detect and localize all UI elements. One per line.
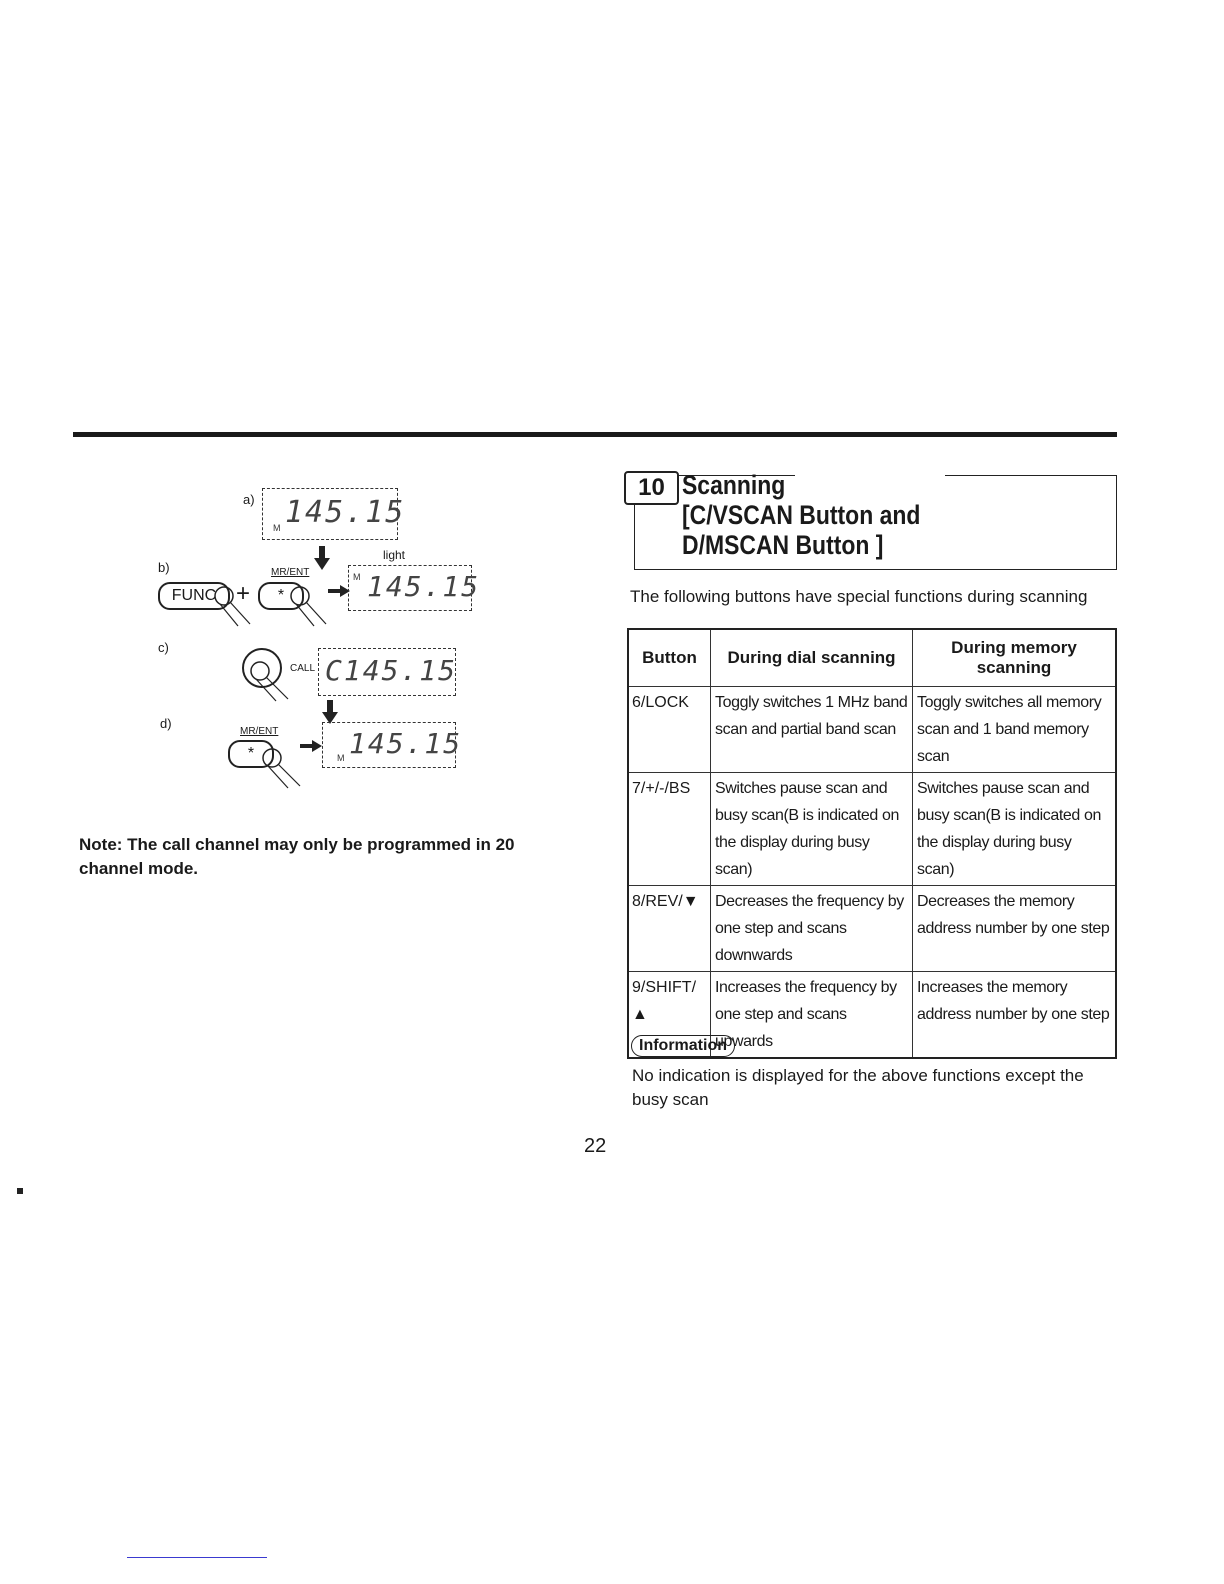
section-subtitle-line2: D/MSCAN Button ] — [682, 530, 884, 560]
finger-press-icon — [258, 742, 318, 792]
lcd-display-b — [348, 565, 481, 611]
table-cell-memory — [913, 687, 1117, 773]
section-title: Scanning — [682, 470, 786, 500]
table-row — [628, 886, 1116, 972]
finger-press-icon — [286, 580, 336, 630]
margin-mark — [17, 1188, 23, 1194]
dial-text: Decreases the frequency by one step and scans downwards — [715, 893, 904, 964]
memory-text: Switches pause scan and busy scan(B is indicated on the display during busy scan) — [917, 780, 1101, 878]
memory-text: Toggly switches all memory scan and 1 band memory scan — [917, 694, 1102, 765]
memory-indicator: M — [353, 572, 361, 582]
light-label: light — [383, 548, 406, 562]
table-cell-dial — [711, 773, 913, 886]
star-key: * — [258, 582, 304, 610]
section-subtitle-line1: [C/VSCAN Button and — [682, 500, 921, 530]
memory-text: Increases the memory address number by one step — [917, 979, 1110, 1023]
header-button: Button — [628, 629, 711, 687]
memory-indicator: M — [337, 753, 345, 763]
dial-text: Increases the frequency by one step and scans upwards — [715, 979, 897, 1050]
table-cell-button: 8/REV/▼ — [628, 886, 711, 972]
top-rule — [73, 432, 1117, 437]
lcd-digits-c: C145.15 — [325, 654, 458, 687]
mr-ent-caption: MR/ENT — [240, 726, 279, 737]
plus-sign: + — [236, 580, 251, 607]
arrow-down-icon — [314, 558, 330, 570]
lcd-digits-b: 145.15 — [367, 570, 481, 603]
func-key: FUNC — [158, 582, 230, 610]
section-number: 10 — [624, 471, 679, 505]
table-cell-memory — [913, 886, 1117, 972]
information-text: No indication is displayed for the above functions except the busy scan — [632, 1066, 1084, 1109]
scan-functions-table — [627, 628, 1117, 1059]
table-row — [628, 773, 1116, 886]
intro-text: The following buttons have special functions during scanning — [630, 587, 1088, 606]
page-number: 22 — [584, 1135, 607, 1157]
table-cell-button: 7/+/-/BS — [628, 773, 711, 886]
dial-text: Toggly switches 1 MHz band scan and partial band scan — [715, 694, 908, 738]
table-cell-dial — [711, 886, 913, 972]
heading-box-gap — [795, 472, 945, 478]
lcd-digits-d: 145.15 — [349, 727, 463, 760]
table-cell-dial — [711, 687, 913, 773]
table-cell-memory — [913, 773, 1117, 886]
lcd-digits-a: 145.15 — [285, 495, 406, 530]
bottom-rule — [127, 1557, 267, 1558]
header-dial-scanning: During dial scanning — [711, 629, 913, 687]
table-header-row — [628, 629, 1116, 687]
header-memory-scanning: During memory scanning — [913, 629, 1117, 687]
lcd-display-c — [318, 648, 456, 696]
diagram-b-label: b) — [158, 560, 170, 575]
section-subtitle — [682, 500, 920, 560]
table-cell-memory — [913, 972, 1117, 1059]
diagram-d-label: d) — [160, 716, 172, 731]
memory-indicator: M — [273, 523, 281, 533]
lcd-display-a — [262, 488, 406, 540]
call-label: CALL — [290, 663, 316, 674]
diagram-c-label: c) — [158, 640, 169, 655]
dial-text: Switches pause scan and busy scan(B is indicated on the display during busy scan) — [715, 780, 899, 878]
table-cell-button: 9/SHIFT/▲ — [628, 972, 711, 1059]
arrow-right-icon — [312, 740, 322, 752]
diagram-a-label: a) — [243, 492, 255, 507]
star-key: * — [228, 740, 274, 768]
memory-text: Decreases the memory address number by one step — [917, 893, 1110, 937]
note-text: Note: The call channel may only be programmed in 20 channel mode. — [79, 835, 515, 878]
table-cell-dial — [711, 972, 913, 1059]
table-cell-button: 6/LOCK — [628, 687, 711, 773]
information-label: Information — [631, 1035, 735, 1057]
mr-ent-caption: MR/ENT — [271, 567, 310, 578]
finger-press-icon — [210, 580, 260, 630]
table-row — [628, 687, 1116, 773]
lcd-display-d — [322, 722, 463, 768]
